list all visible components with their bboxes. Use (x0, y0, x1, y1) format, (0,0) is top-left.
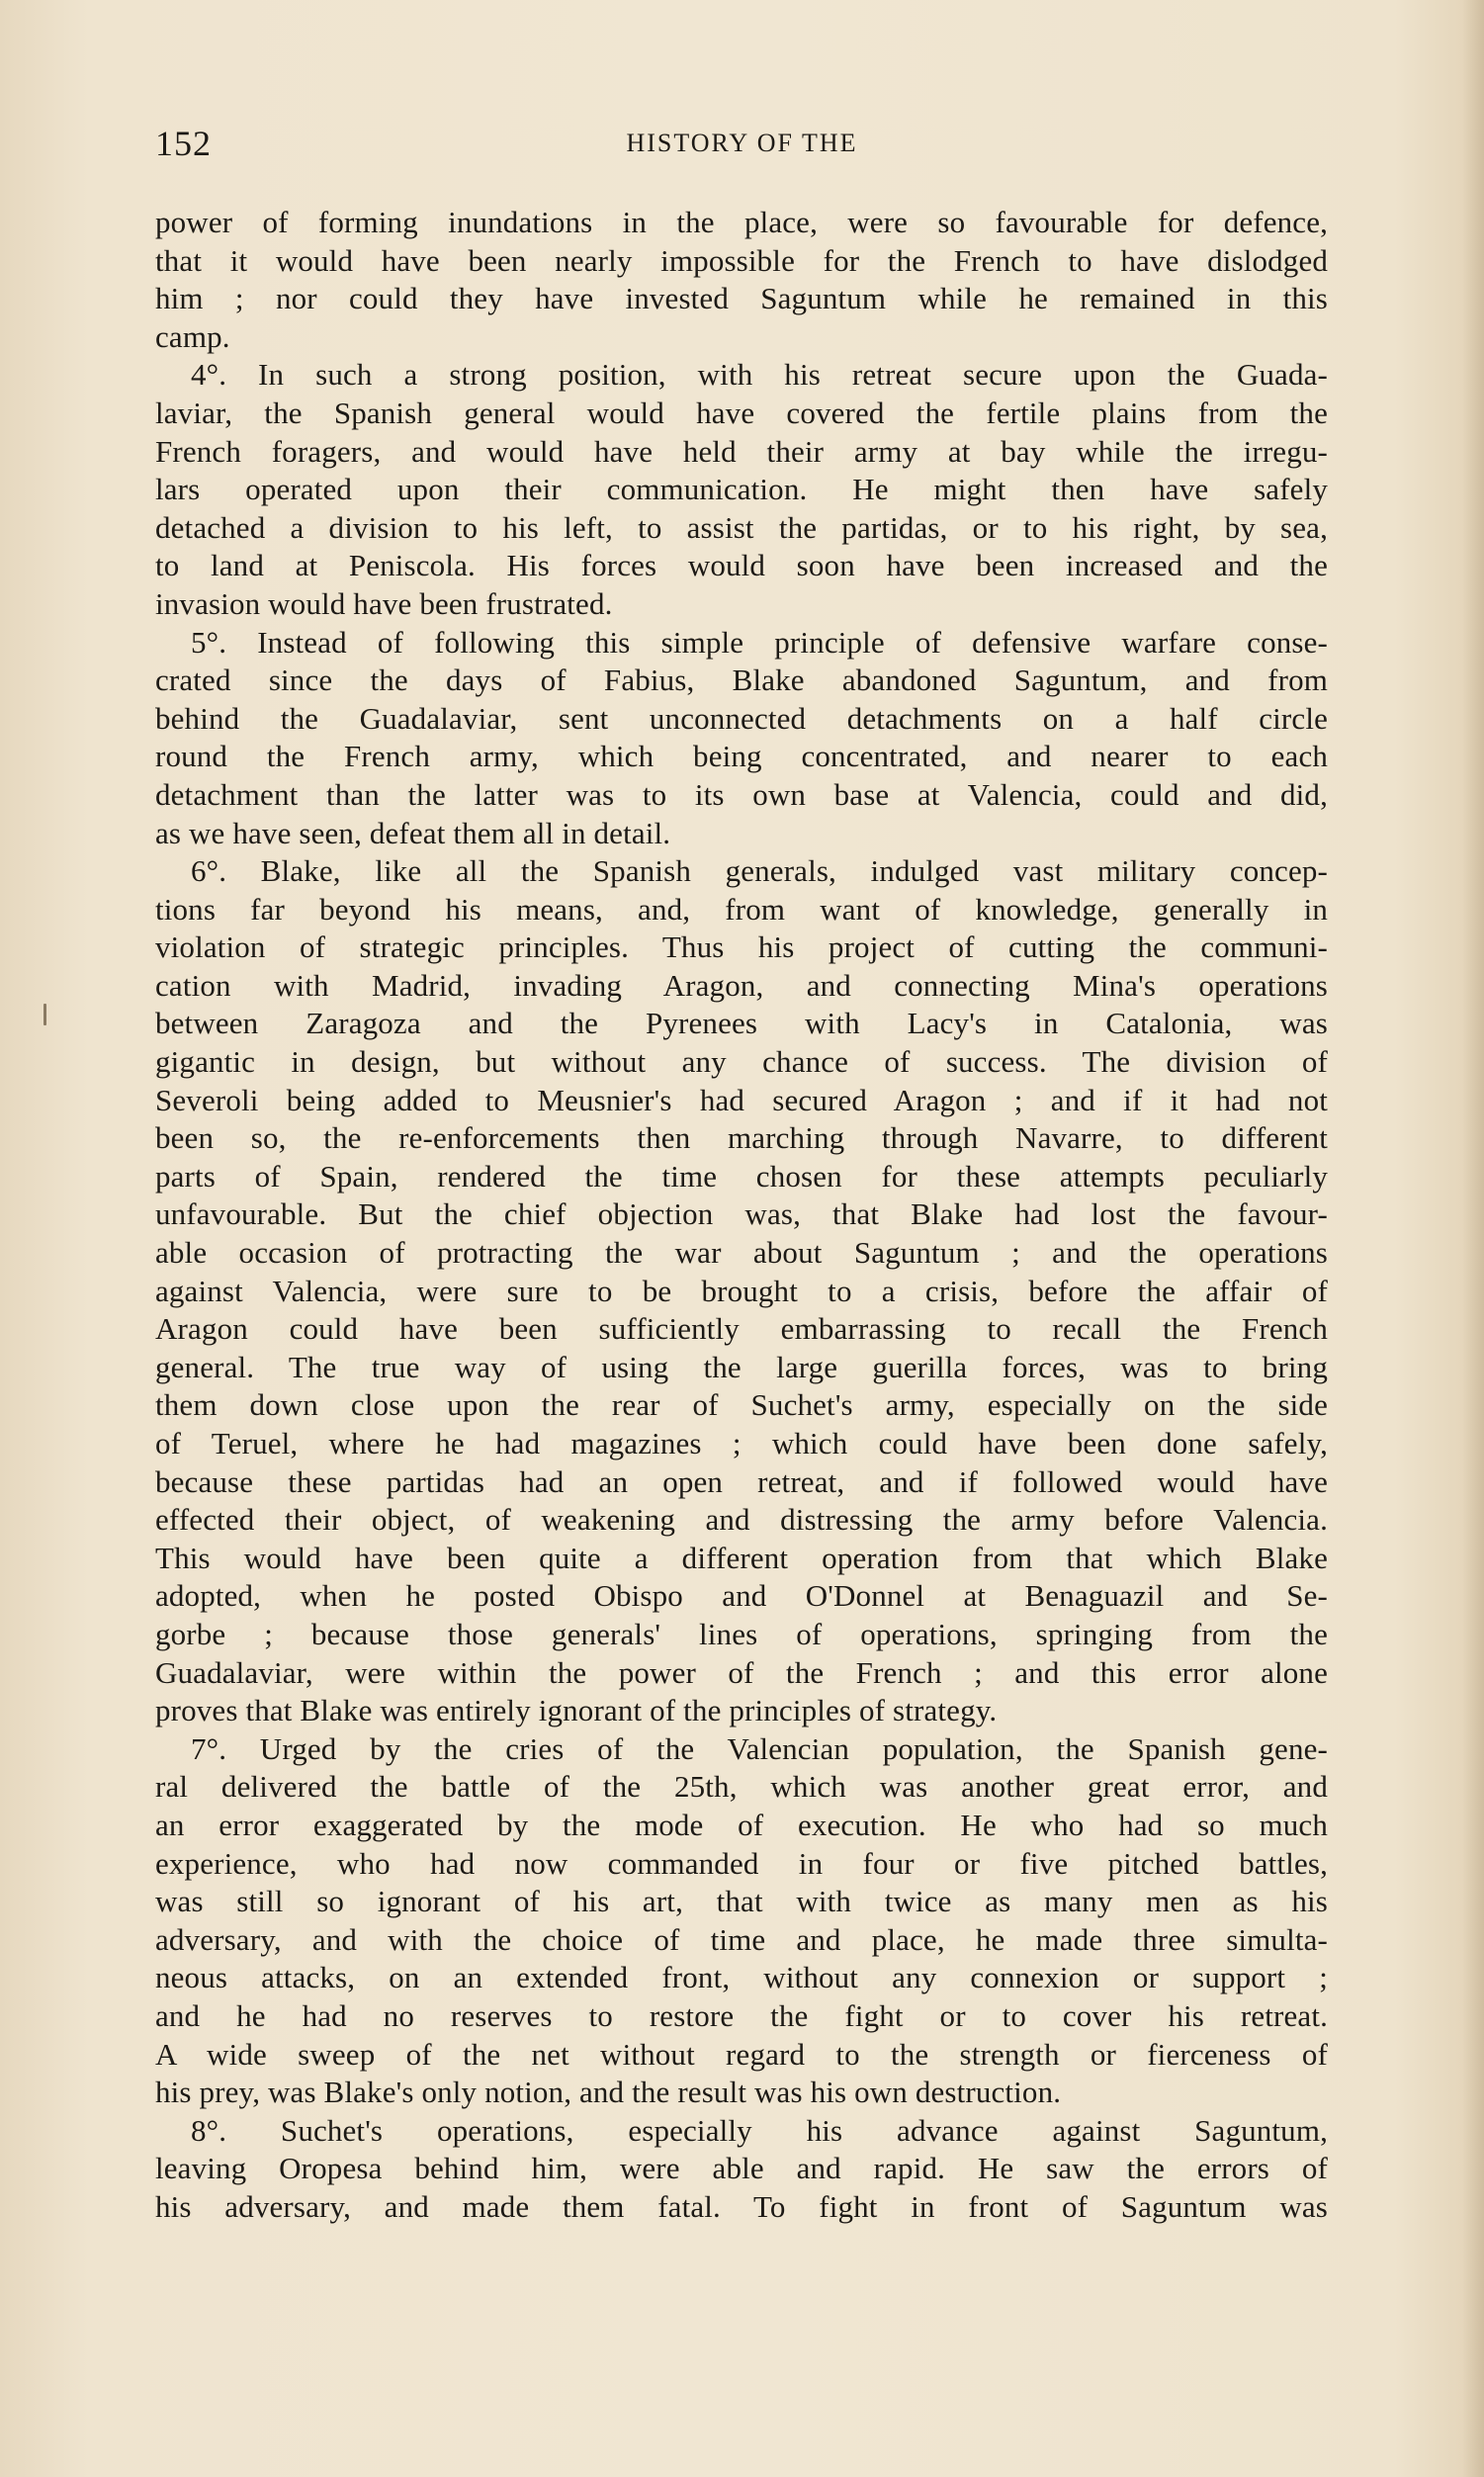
text-line: an error exaggerated by the mode of execution. He who had so much (155, 1807, 1328, 1842)
text-line: neous attacks, on an extended front, without any connexion or support ; (155, 1960, 1328, 1995)
text-line: round the French army, which being concentrated, and nearer to each (155, 739, 1328, 774)
text-line: because these partidas had an open retreat, and if followed would have (155, 1463, 1328, 1499)
text-line: of Teruel, where he had magazines ; which could have been done safely, (155, 1426, 1328, 1460)
text-line: detached a division to his left, to assist the partidas, or to his right, by sea, (155, 509, 1328, 545)
text-line: him ; nor could they have invested Saguntum while he remained in this (155, 281, 1328, 316)
text-line: French foragers, and would have held their army at bay while the irregu- (155, 433, 1328, 469)
page-edge-shadow (1462, 0, 1484, 2477)
body-text (155, 204, 1328, 2226)
text-line: parts of Spain, rendered the time chosen for these attempts peculiarly (155, 1158, 1328, 1194)
text-line: his adversary, and made them fatal. To fight in front of Saguntum was (155, 2188, 1328, 2224)
text-line: behind the Guadalaviar, sent unconnected detachments on a half circle (155, 700, 1328, 736)
margin-mark (44, 1004, 46, 1025)
text-line: Aragon could have been sufficiently embarrassing to recall the French (155, 1311, 1328, 1347)
text-line: power of forming inundations in the place, were so favourable for defence, (155, 205, 1328, 239)
text-line: effected their object, of weakening and distressing the army before Valencia. (155, 1502, 1328, 1538)
text-line: and he had no reserves to restore the fight or to cover his retreat. (155, 1997, 1328, 2033)
text-line: adversary, and with the choice of time and place, he made three simulta- (155, 1921, 1328, 1957)
text-line: laviar, the Spanish general would have covered the fertile plains from the (155, 395, 1328, 430)
text-line: adopted, when he posted Obispo and O'Donnel at Benaguazil and Se- (155, 1578, 1328, 1614)
text-line: his prey, was Blake's only notion, and the result was his own destruction. (155, 2075, 1062, 2110)
text-line: able occasion of protracting the war about Saguntum ; and the operations (155, 1235, 1328, 1271)
text-line: experience, who had now commanded in four or five pitched battles, (155, 1845, 1328, 1881)
text-line: This would have been quite a different operation from that which Blake (155, 1540, 1328, 1575)
text-line: between Zaragoza and the Pyrenees with Lacy's in Catalonia, was (155, 1006, 1328, 1041)
text-line: invasion would have been frustrated. (155, 585, 613, 621)
text-line: 6°. Blake, like all the Spanish generals, indulged vast military concep- (191, 853, 1328, 889)
text-line: 4°. In such a strong position, with his retreat secure upon the Guada- (191, 357, 1328, 393)
text-line: violation of strategic principles. Thus his project of cutting the communi- (155, 929, 1328, 965)
text-line: gigantic in design, but without any chance of success. The division of (155, 1044, 1328, 1080)
text-line: A wide sweep of the net without regard to the strength or fierceness of (155, 2036, 1328, 2072)
text-line: was still so ignorant of his art, that with twice as many men as his (155, 1884, 1328, 1919)
text-line: to land at Peniscola. His forces would soon have been increased and the (155, 548, 1328, 583)
text-line: tions far beyond his means, and, from want of knowledge, generally in (155, 891, 1328, 927)
text-line: general. The true way of using the large guerilla forces, was to bring (155, 1349, 1328, 1384)
text-line: against Valencia, were sure to be brought to a crisis, before the affair of (155, 1273, 1328, 1308)
text-line: leaving Oropesa behind him, were able and rapid. He saw the errors of (155, 2151, 1328, 2186)
text-line: unfavourable. But the chief objection was, that Blake had lost the favour- (155, 1196, 1328, 1232)
text-line: proves that Blake was entirely ignorant of the principles of strategy. (155, 1693, 998, 1728)
text-line: 7°. Urged by the cries of the Valencian population, the Spanish gene- (191, 1730, 1328, 1766)
page-number: 152 (155, 124, 212, 163)
text-line: crated since the days of Fabius, Blake abandoned Saguntum, and from (155, 663, 1328, 698)
text-line: 8°. Suchet's operations, especially his advance against Saguntum, (191, 2112, 1328, 2148)
page-header (0, 123, 1484, 182)
text-line: Guadalaviar, were within the power of the French ; and this error alone (155, 1654, 1328, 1690)
text-line: as we have seen, defeat them all in detail. (155, 815, 671, 850)
text-line: that it would have been nearly impossible for the French to have dislodged (155, 242, 1328, 278)
text-line: ral delivered the battle of the 25th, which was another great error, and (155, 1769, 1328, 1805)
text-line: gorbe ; because those generals' lines of operations, springing from the (155, 1616, 1328, 1651)
text-line: detachment than the latter was to its own base at Valencia, could and did, (155, 776, 1328, 812)
text-line: been so, the re-enforcements then marching through Navarre, to different (155, 1120, 1328, 1156)
text-line: cation with Madrid, invading Aragon, and connecting Mina's operations (155, 967, 1328, 1003)
text-line: Severoli being added to Meusnier's had secured Aragon ; and if it had not (155, 1082, 1328, 1117)
text-line: lars operated upon their communication. He might then have safely (155, 472, 1328, 507)
text-line: 5°. Instead of following this simple principle of defensive warfare conse- (191, 624, 1328, 660)
text-line: camp. (155, 318, 230, 354)
text-line: them down close upon the rear of Suchet's army, especially on the side (155, 1387, 1328, 1423)
running-head: HISTORY OF THE (626, 129, 858, 157)
